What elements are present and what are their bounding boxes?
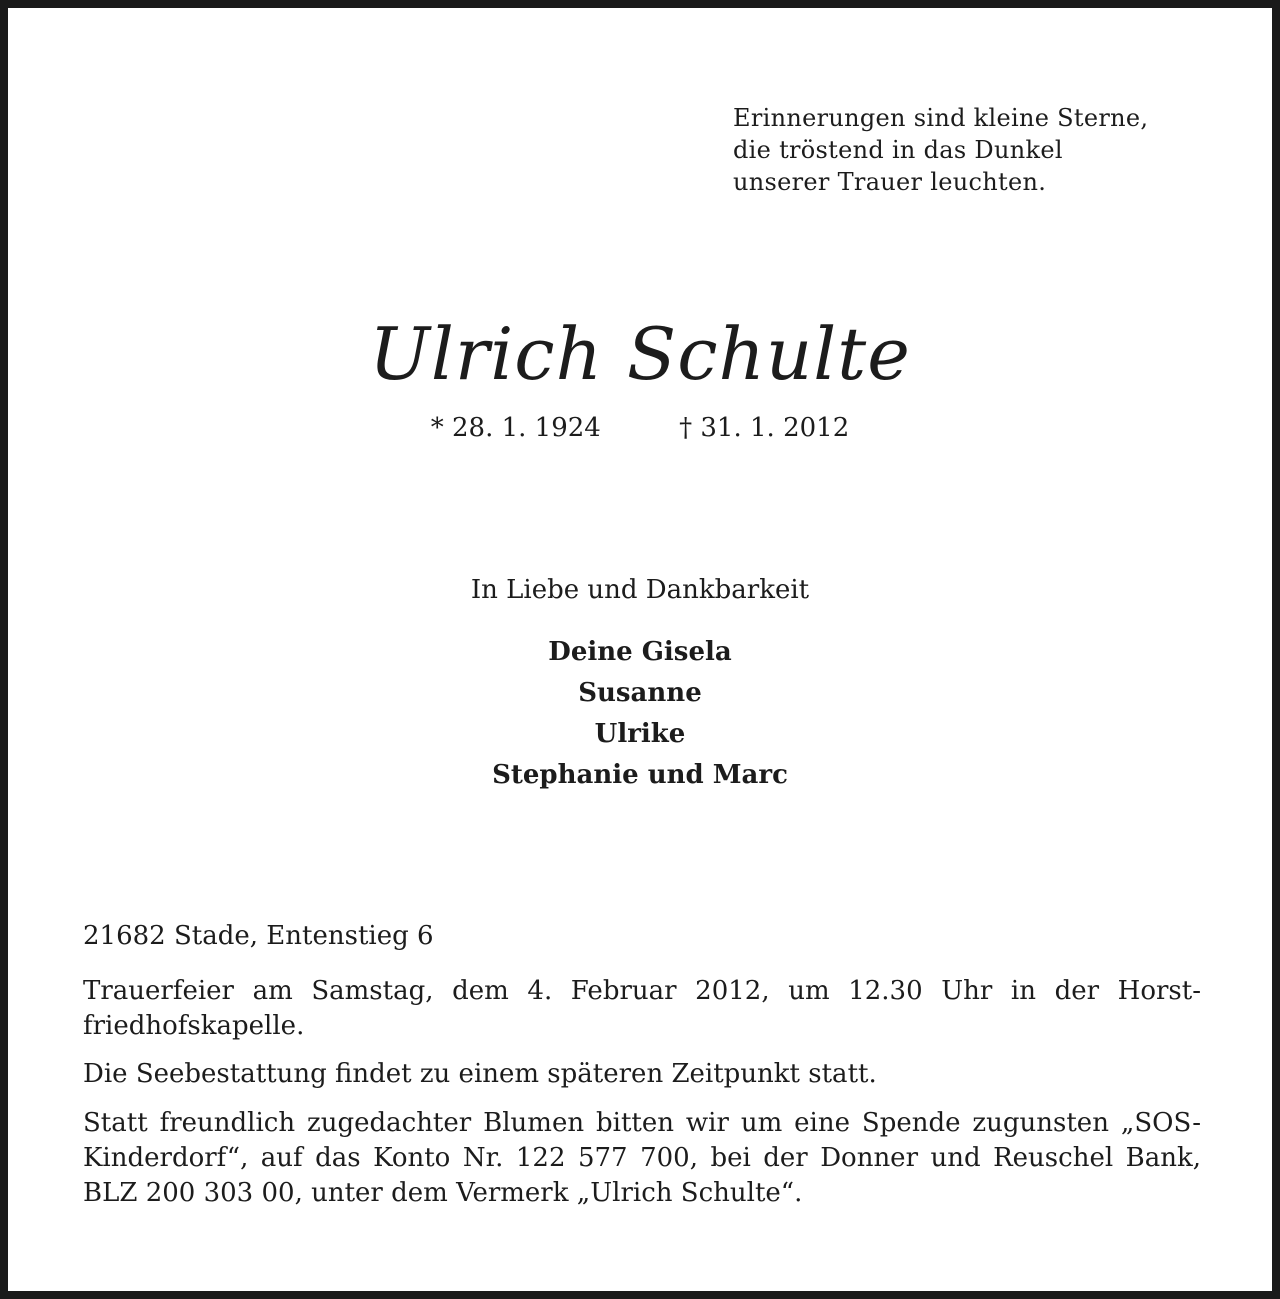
verse-line: Erinnerungen sind kleine Sterne,	[733, 104, 1149, 132]
mourner-name: Stephanie und Marc	[492, 760, 788, 790]
life-dates	[8, 408, 1272, 448]
mourner-name: Deine Gisela	[548, 637, 732, 667]
dedication-line: In Liebe und Dankbarkeit	[470, 575, 810, 605]
family-address: 21682 Stade, Entenstieg 6	[83, 921, 434, 951]
verse-line: die tröstend in das Dunkel	[733, 136, 1063, 164]
deceased-name: Ulrich Schulte	[369, 312, 911, 396]
memorial-verse	[733, 102, 1148, 198]
sea-burial-info: Die Seebestattung findet zu einem späteren Zeitpunkt statt.	[83, 1059, 877, 1089]
birth-date: * 28. 1. 1924	[430, 413, 601, 443]
verse-line: unserer Trauer leuchten.	[733, 168, 1047, 196]
funeral-service-info: Trauerfeier am Samstag, dem 4. Februar 2012, um 12.30 Uhr in der Horst-friedhofskapelle.	[83, 976, 1201, 1041]
mourners-list	[8, 632, 1272, 796]
mourner-name: Ulrike	[594, 719, 686, 749]
donation-info: Statt freundlich zugedachter Blumen bitten wir um eine Spende zugunsten „SOS-Kinderdorf“, auf das Konto Nr. 122 577 700, bei der Donner und Reuschel Bank, BLZ 200 303 00, unter dem Vermerk „Ulrich Schulte“.	[83, 1108, 1201, 1208]
mourner-name: Susanne	[578, 678, 702, 708]
death-date: † 31. 1. 2012	[679, 413, 850, 443]
